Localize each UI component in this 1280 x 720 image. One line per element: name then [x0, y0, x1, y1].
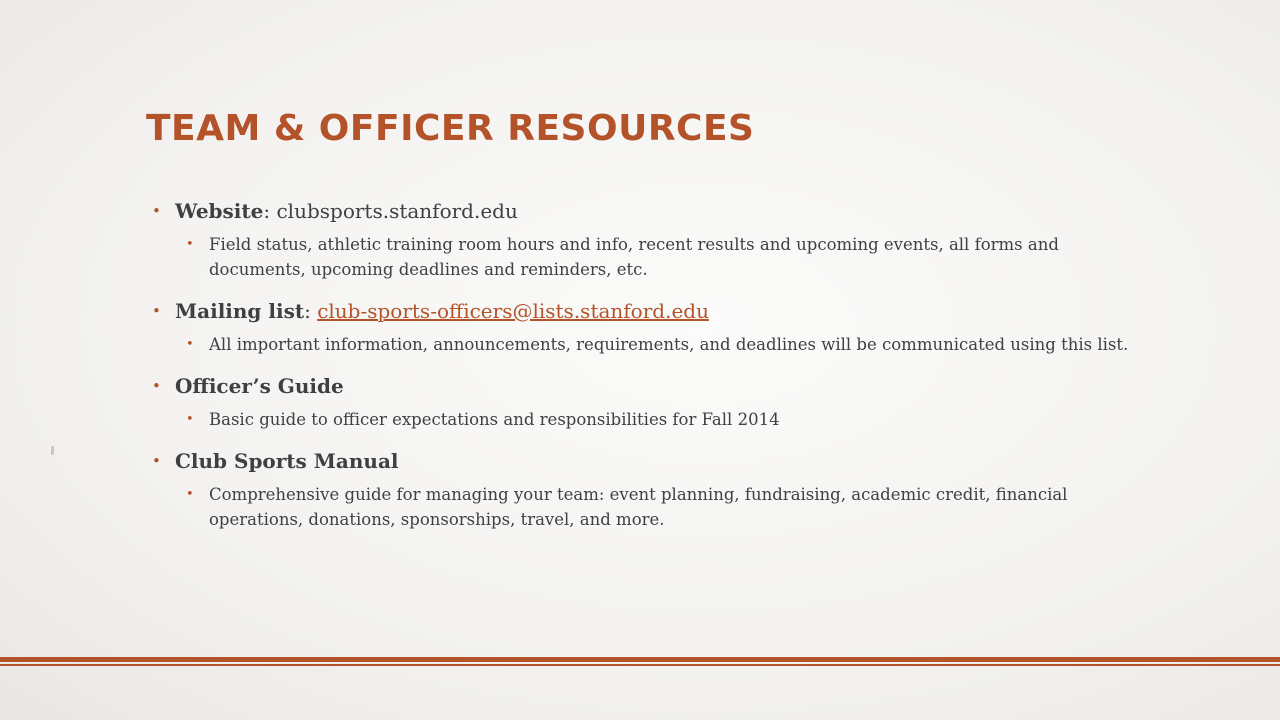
footer-rule-thin	[0, 664, 1280, 666]
bullet-level-1	[152, 296, 1152, 326]
footer-rule-thick	[0, 657, 1280, 662]
bullet-level-2	[186, 482, 1152, 532]
bullet-icon: •	[186, 337, 194, 352]
bullet-icon: •	[152, 302, 161, 320]
list-item-club-sports-manual	[152, 446, 1152, 532]
bullet-level-1	[152, 196, 1152, 226]
bullet-icon: •	[186, 487, 194, 502]
item-separator: :	[263, 199, 277, 223]
bullet-level-2	[186, 407, 1152, 432]
bullet-icon: •	[186, 237, 194, 252]
bullet-level-1	[152, 371, 1152, 401]
bullet-icon: •	[152, 202, 161, 220]
slide-title: TEAM & OFFICER RESOURCES	[146, 108, 755, 149]
item-description: Comprehensive guide for managing your team: event planning, fundraising, academic credit, financial operations, donations, sponsorships, travel, and more.	[209, 485, 1068, 529]
bullet-list	[152, 196, 1152, 546]
item-separator: :	[304, 299, 318, 323]
item-label: Club Sports Manual	[175, 449, 399, 473]
background-speck	[51, 446, 54, 455]
item-label: Mailing list	[175, 299, 305, 323]
bullet-icon: •	[152, 377, 161, 395]
mailing-list-link[interactable]: club-sports-officers@lists.stanford.edu	[317, 299, 709, 323]
bullet-icon: •	[152, 452, 161, 470]
item-description: Basic guide to officer expectations and responsibilities for Fall 2014	[209, 410, 780, 429]
bullet-icon: •	[186, 412, 194, 427]
list-item-mailing-list	[152, 296, 1152, 357]
list-item-website	[152, 196, 1152, 282]
item-label: Officer’s Guide	[175, 374, 344, 398]
item-label: Website	[175, 199, 264, 223]
bullet-level-2	[186, 232, 1152, 282]
bullet-level-1	[152, 446, 1152, 476]
bullet-level-2	[186, 332, 1152, 357]
list-item-officers-guide	[152, 371, 1152, 432]
item-description: All important information, announcements, requirements, and deadlines will be communicated using this list.	[209, 335, 1129, 354]
website-url: clubsports.stanford.edu	[276, 199, 518, 223]
item-description: Field status, athletic training room hours and info, recent results and upcoming events, all forms and documents, upcoming deadlines and reminders, etc.	[209, 235, 1059, 279]
